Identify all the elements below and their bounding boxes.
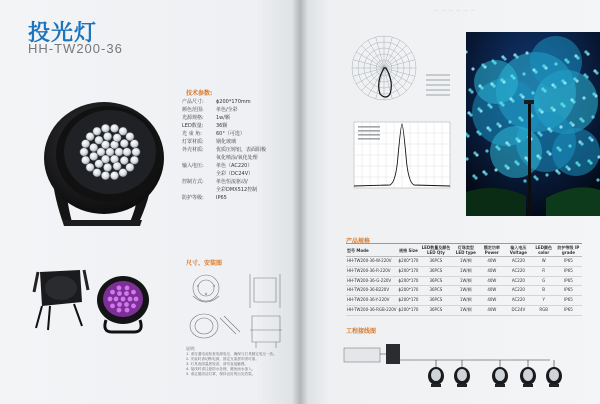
table-cell: IP65	[555, 266, 582, 276]
leaf-icon	[573, 77, 576, 80]
table-row	[346, 266, 582, 276]
table-row	[346, 286, 582, 296]
table-cell: ɸ200*170	[398, 266, 420, 276]
spec-label: 防护等级:	[182, 195, 204, 201]
leaf-icon	[477, 107, 480, 110]
led-icon	[126, 163, 134, 171]
spec-value: 60°（可选）	[216, 131, 245, 137]
rgb-led-icon	[108, 297, 113, 302]
table-cell: 40W	[479, 276, 504, 286]
leaf-icon	[559, 125, 562, 128]
table-cell: RGB	[532, 305, 554, 315]
led-icon	[130, 140, 138, 148]
right-page	[300, 0, 600, 404]
spec-value: 钢化玻璃	[216, 139, 237, 145]
leaf-icon	[481, 63, 484, 66]
led-icon	[132, 148, 140, 156]
spec-label: 控制方式:	[182, 179, 204, 185]
leaf-icon	[556, 146, 559, 149]
table-cell: IP65	[555, 296, 582, 306]
leaf-icon	[555, 169, 558, 172]
notes-list	[186, 352, 278, 377]
leaf-icon	[537, 131, 540, 134]
leaf-icon	[468, 88, 471, 91]
led-icon	[101, 124, 109, 132]
dimensions-title: 尺寸、安装图	[186, 260, 223, 267]
table-cell: ɸ200*170	[398, 296, 420, 306]
leaf-icon	[496, 122, 499, 125]
leaf-icon	[494, 168, 497, 171]
leaf-icon	[472, 174, 475, 177]
product-title: 投光灯	[28, 20, 98, 46]
leaf-icon	[579, 117, 582, 120]
leaf-icon	[542, 64, 545, 67]
leaf-icon	[560, 102, 563, 105]
leaf-icon	[510, 74, 513, 77]
leaf-icon	[574, 54, 577, 57]
spec-label: 输入电压:	[182, 163, 204, 169]
led-icon	[113, 134, 121, 142]
spec-value: 全彩（DC24V）	[216, 171, 254, 177]
table-header-cell: LED数量及颜色 LED Qty	[419, 244, 452, 257]
led-icon	[113, 162, 121, 170]
table-cell: 36PCS	[419, 266, 452, 276]
led-icon	[115, 148, 123, 156]
table-cell: 36PCS	[419, 257, 452, 267]
table-cell: 40W	[479, 296, 504, 306]
note-item: 3. 灯具表面温度较高，请勿直接触摸。	[186, 362, 249, 366]
leaf-icon	[578, 140, 581, 143]
table-cell: ɸ200*170	[398, 276, 420, 286]
leaf-icon	[541, 87, 544, 90]
notes-title: 说明:	[186, 346, 196, 351]
spec-row	[182, 186, 296, 194]
rgb-led-icon	[110, 304, 115, 309]
table-cell: HH-TW200-36-R-220V	[346, 266, 398, 276]
leaf-icon	[575, 161, 578, 164]
leaf-icon	[513, 53, 516, 56]
led-icon	[95, 160, 103, 168]
table-cell: 40W	[479, 305, 504, 315]
table-cell: 36PCS	[419, 296, 452, 306]
leaf-icon	[467, 111, 470, 114]
leaf-icon	[551, 83, 554, 86]
table-cell: HH-TW200-36-RGB-220V	[346, 305, 398, 315]
leaf-icon	[514, 160, 517, 163]
table-cell: AC220	[504, 296, 532, 306]
leaf-icon	[509, 97, 512, 100]
leaf-icon	[584, 50, 587, 53]
product-spec-title: 产品规格	[346, 238, 371, 245]
table-cell: AC220	[504, 266, 532, 276]
note-item: 1. 请在通电前检查电源电压，确保与灯具额定电压一致。	[186, 352, 277, 356]
spec-row	[182, 114, 296, 122]
led-icon	[97, 148, 105, 156]
spec-row	[182, 138, 296, 146]
table-cell: 1W/颗	[452, 276, 479, 286]
leaf-icon	[499, 101, 502, 104]
product-model: HH-TW200-36	[28, 41, 123, 56]
leaf-icon	[518, 116, 521, 119]
dimension-drawing-icon	[184, 268, 294, 350]
table-header-cell: 输入电压 Voltage	[504, 244, 532, 257]
table-cell: ɸ200*170	[398, 257, 420, 267]
table-row	[346, 257, 582, 267]
led-icon	[110, 124, 118, 132]
leaf-icon	[519, 93, 522, 96]
leaf-icon	[596, 178, 599, 181]
led-icon	[93, 127, 101, 135]
flood-light-rgb-icon	[92, 270, 154, 336]
table-header-cell: 规格 Size	[398, 244, 420, 257]
spec-value: 单色恒流驱动/	[216, 179, 248, 185]
leaf-icon	[523, 179, 526, 182]
leaf-icon	[561, 79, 564, 82]
led-icon	[95, 136, 103, 144]
page-fold	[292, 0, 308, 404]
leaf-icon	[569, 121, 572, 124]
led-icon	[126, 132, 134, 140]
spec-value: 氧化喷涂/氧化处理	[216, 155, 258, 161]
table-cell: 1W/颗	[452, 266, 479, 276]
table-row	[346, 276, 582, 286]
leaf-icon	[473, 151, 476, 154]
foliage-cluster-icon	[490, 126, 542, 178]
led-icon	[120, 139, 128, 147]
rgb-led-icon	[117, 302, 122, 307]
leaf-icon	[500, 78, 503, 81]
led-icon	[119, 127, 127, 135]
led-icon	[110, 171, 118, 179]
leaf-icon	[538, 108, 541, 111]
spec-value: 全彩DMX512控制	[216, 187, 258, 193]
table-cell: HH-TW200-36-G-220V	[346, 276, 398, 286]
table-cell: HH-TW200-36-W-220V	[346, 257, 398, 267]
spec-row	[182, 162, 296, 170]
spec-list	[182, 98, 296, 202]
wiring-title: 工程接线图	[346, 328, 377, 335]
leaf-icon	[588, 136, 591, 139]
page-header-mark: 一 一 一 一 一 一	[434, 8, 476, 13]
leaf-icon	[525, 51, 528, 54]
table-cell: G	[532, 276, 554, 286]
rgb-led-icon	[110, 290, 115, 295]
spec-row	[182, 98, 296, 106]
spec-value: IP65	[216, 195, 227, 201]
rgb-led-icon	[114, 297, 119, 302]
rgb-led-icon	[124, 291, 129, 296]
led-icon	[81, 140, 89, 148]
table-cell: ɸ200*170	[398, 305, 420, 315]
leaf-icon	[486, 126, 489, 129]
table-cell: 40W	[479, 286, 504, 296]
table-cell: HH-TW200-36-Y-220V	[346, 296, 398, 306]
spec-row	[182, 106, 296, 114]
led-icon	[90, 143, 98, 151]
led-icon	[106, 148, 114, 156]
table-cell: 1W/颗	[452, 286, 479, 296]
led-icon	[119, 169, 127, 177]
polar-distribution-diagram-icon	[346, 30, 456, 106]
led-icon	[90, 152, 98, 160]
spec-value: 单色/全彩	[216, 107, 238, 113]
table-cell: B	[532, 286, 554, 296]
spec-label	[182, 154, 216, 162]
spec-label: LED数量:	[182, 123, 204, 129]
rgb-led-icon	[121, 297, 126, 302]
table-cell: ɸ200*170	[398, 286, 420, 296]
rgb-led-icon	[117, 291, 122, 296]
spec-value: 1w/颗	[216, 115, 230, 121]
rgb-led-icon	[131, 304, 136, 309]
leaf-icon	[515, 137, 518, 140]
rgb-led-icon	[125, 286, 130, 291]
leaf-icon	[554, 62, 557, 65]
table-cell: 36PCS	[419, 286, 452, 296]
leaf-icon	[592, 92, 595, 95]
foliage-cluster-icon	[552, 128, 600, 176]
led-icon	[101, 171, 109, 179]
led-icon	[130, 156, 138, 164]
leaf-icon	[564, 58, 567, 61]
leaf-icon	[504, 164, 507, 167]
table-header-cell: 型号 Mode	[346, 244, 398, 257]
rgb-led-icon	[125, 308, 130, 313]
led-icon	[123, 148, 131, 156]
spec-label: 产品尺寸:	[182, 99, 204, 105]
table-cell: AC220	[504, 276, 532, 286]
table-cell: HH-TW200-36-B220V	[346, 286, 398, 296]
leaf-icon	[536, 154, 539, 157]
leaf-icon	[505, 141, 508, 144]
leaf-icon	[550, 106, 553, 109]
table-cell: IP65	[555, 286, 582, 296]
spec-label	[182, 186, 216, 194]
table-header-cell: LED颜色 color	[532, 244, 554, 257]
table-cell: Y	[532, 296, 554, 306]
note-item: 4. 接线时请注意防水处理，避免雨水渗入。	[186, 367, 256, 371]
leaf-icon	[482, 170, 485, 173]
led-icon	[86, 132, 94, 140]
table-cell: 1W/颗	[452, 296, 479, 306]
tech-spec-title: 技术参数:	[186, 90, 213, 97]
spec-row	[182, 154, 296, 162]
spec-table	[346, 243, 582, 316]
table-cell: 36PCS	[419, 305, 452, 315]
led-icon	[103, 132, 111, 140]
spec-value: 优质压铸铝，表面阳极	[216, 147, 267, 153]
table-cell: R	[532, 266, 554, 276]
led-icon	[103, 163, 111, 171]
table-cell: AC220	[504, 257, 532, 267]
leaf-icon	[547, 127, 550, 130]
leaf-icon	[522, 72, 525, 75]
table-cell: AC220	[504, 286, 532, 296]
leaf-icon	[487, 103, 490, 106]
table-row	[346, 296, 582, 306]
spec-label: 颜色范围:	[182, 107, 204, 113]
table-cell: IP65	[555, 305, 582, 315]
spec-row	[182, 178, 296, 186]
spec-label: 光源规格:	[182, 115, 204, 121]
led-icon	[81, 156, 89, 164]
table-cell: 40W	[479, 257, 504, 267]
leaf-icon	[485, 149, 488, 152]
leaf-icon	[471, 67, 474, 70]
leaf-icon	[593, 69, 596, 72]
table-header-cell: 灯珠类型 LED type	[452, 244, 479, 257]
rgb-led-icon	[128, 297, 133, 302]
leaf-icon	[501, 55, 504, 58]
spec-value: 36颗	[216, 123, 228, 129]
table-header-cell: 额定功率 Power	[479, 244, 504, 257]
table-cell: W	[532, 257, 554, 267]
table-cell: DC24V	[504, 305, 532, 315]
spec-label	[182, 170, 216, 178]
spec-value: ɸ200*170mm	[216, 99, 251, 105]
spec-label: 外壳材质:	[182, 147, 204, 153]
spec-row	[182, 130, 296, 138]
leaf-icon	[478, 84, 481, 87]
table-cell: IP65	[555, 276, 582, 286]
leaf-icon	[568, 144, 571, 147]
leaf-icon	[476, 130, 479, 133]
table-header-cell: 防护等级 IP grade	[555, 244, 582, 257]
leaf-icon	[531, 91, 534, 94]
table-header-row	[346, 244, 582, 257]
spec-row	[182, 146, 296, 154]
leaf-icon	[591, 115, 594, 118]
wiring-diagram-icon	[340, 334, 590, 394]
table-cell: IP65	[555, 257, 582, 267]
spec-value: 单色（AC220）	[216, 163, 253, 169]
rgb-led-icon	[134, 297, 139, 302]
spec-row	[182, 170, 296, 178]
leaf-icon	[582, 96, 585, 99]
leaf-icon	[587, 159, 590, 162]
spec-row	[182, 122, 296, 130]
led-icon	[120, 156, 128, 164]
leaf-icon	[546, 150, 549, 153]
rgb-led-icon	[131, 290, 136, 295]
leaf-icon	[533, 175, 536, 178]
rgb-led-icon	[117, 286, 122, 291]
leaf-icon	[508, 120, 511, 123]
led-icon	[80, 148, 88, 156]
leaf-icon	[495, 145, 498, 148]
foliage-cluster-icon	[474, 60, 518, 104]
table-cell: 1W/颗	[452, 305, 479, 315]
leaf-icon	[532, 68, 535, 71]
leaf-icon	[565, 165, 568, 168]
leaf-icon	[491, 59, 494, 62]
rgb-led-icon	[124, 302, 129, 307]
flood-light-side-view-icon	[30, 262, 90, 332]
table-cell: 36PCS	[419, 276, 452, 286]
leaf-icon	[570, 98, 573, 101]
note-item: 2. 安装时请切断电源，固定支架需牢固可靠。	[186, 357, 259, 361]
leaf-icon	[583, 73, 586, 76]
table-cell: 40W	[479, 266, 504, 276]
leaf-icon	[490, 82, 493, 85]
note-item: 5. 请定期清洁灯罩，保持良好的出光效果。	[186, 372, 256, 376]
rgb-led-icon	[117, 308, 122, 313]
leaf-icon	[524, 156, 527, 159]
table-row	[346, 305, 582, 315]
spec-row	[182, 194, 296, 202]
spec-label: 灯罩材质:	[182, 139, 204, 145]
table-cell: 1W/颗	[452, 257, 479, 267]
flood-light-fixture-icon	[22, 70, 182, 230]
led-icon	[86, 163, 94, 171]
beam-angle-chart-icon	[346, 116, 456, 196]
leaf-icon	[545, 173, 548, 176]
led-icon	[93, 169, 101, 177]
night-tree-photo-icon	[466, 32, 600, 216]
spec-label: 光 束 角:	[182, 131, 202, 137]
